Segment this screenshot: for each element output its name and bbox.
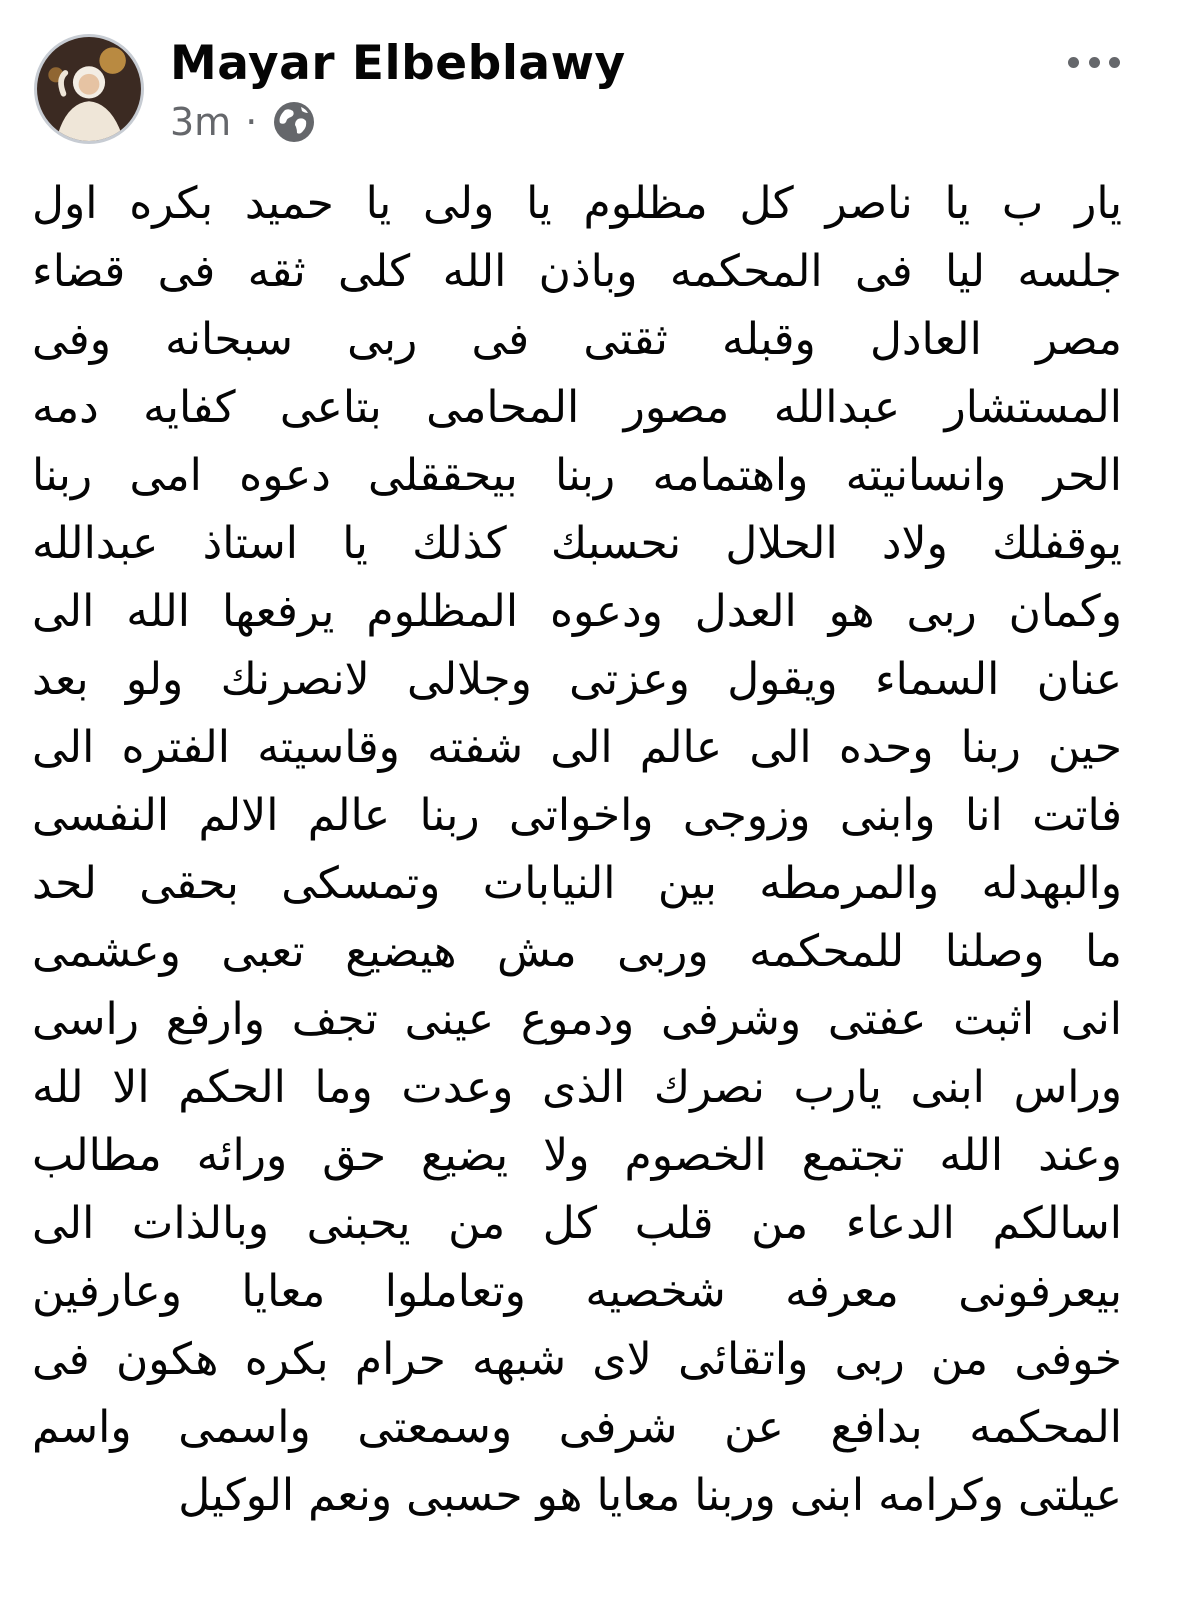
meta-separator: ·: [245, 100, 258, 144]
post-text-line: حين ربنا وحده الى عالم الى شفته وقاسيته الفتره الى: [32, 722, 1122, 773]
post-text-line: وراس ابنى يارب نصرك الذى وعدت وما الحكم الا لله: [32, 1062, 1122, 1113]
post-text: [32, 170, 1122, 1530]
author-avatar[interactable]: [34, 34, 144, 144]
post-timestamp[interactable]: 3m: [170, 100, 232, 144]
post-text-line: المستشار عبدالله مصور المحامى بتاعى كفايه دمه: [32, 382, 1122, 433]
profile-photo: [37, 37, 141, 141]
post-text-line: يار ب يا ناصر كل مظلوم يا ولى يا حميد بكره اول: [32, 178, 1122, 229]
globe-icon[interactable]: [271, 99, 317, 145]
post-text-line: وعند الله تجتمع الخصوم ولا يضيع حق ورائه مطالب: [32, 1130, 1122, 1181]
post-text-line: خوفى من ربى واتقائى لاى شبهه حرام بكره هكون فى: [32, 1334, 1122, 1385]
more-options-icon[interactable]: [1068, 42, 1120, 82]
post-text-line: بيعرفونى معرفه شخصيه وتعاملوا معايا وعارفين: [32, 1266, 1122, 1317]
post-meta: [170, 98, 317, 146]
author-name[interactable]: Mayar Elbeblawy: [170, 36, 626, 91]
post-text-line: اسالكم الدعاء من قلب كل من يحبنى وبالذات الى: [32, 1198, 1122, 1249]
post-text-line: وكمان ربى هو العدل ودعوه المظلوم يرفعها الله الى: [32, 586, 1122, 637]
post-text-line: المحكمه بدافع عن شرفى وسمعتى واسمى واسم: [32, 1402, 1122, 1453]
post-text-line: ما وصلنا للمحكمه وربى مش هيضيع تعبى وعشمى: [32, 926, 1122, 977]
post-header: [0, 0, 1180, 150]
post-text-line: والبهدله والمرمطه بين النيابات وتمسكى بحقى لحد: [32, 858, 1122, 909]
post-text-line: يوقفلك ولاد الحلال نحسبك كذلك يا استاذ عبدالله: [32, 518, 1122, 569]
post-text-line: انى اثبت عفتى وشرفى ودموع عينى تجف وارفع راسى: [32, 994, 1122, 1045]
post-text-line: جلسه ليا فى المحكمه وباذن الله كلى ثقه فى قضاء: [32, 246, 1122, 297]
post-text-line: عيلتى وكرامه ابنى وربنا معايا هو حسبى ونعم الوكيل: [178, 1470, 1122, 1521]
post-text-line: الحر وانسانيته واهتمامه ربنا بيحققلى دعوه امى ربنا: [32, 450, 1122, 501]
post-text-line: عنان السماء ويقول وعزتى وجلالى لانصرنك ولو بعد: [32, 654, 1122, 705]
post-text-line: فاتت انا وابنى وزوجى واخواتى ربنا عالم الالم النفسى: [32, 790, 1122, 841]
post-text-line: مصر العادل وقبله ثقتى فى ربى سبحانه وفى: [32, 314, 1122, 365]
